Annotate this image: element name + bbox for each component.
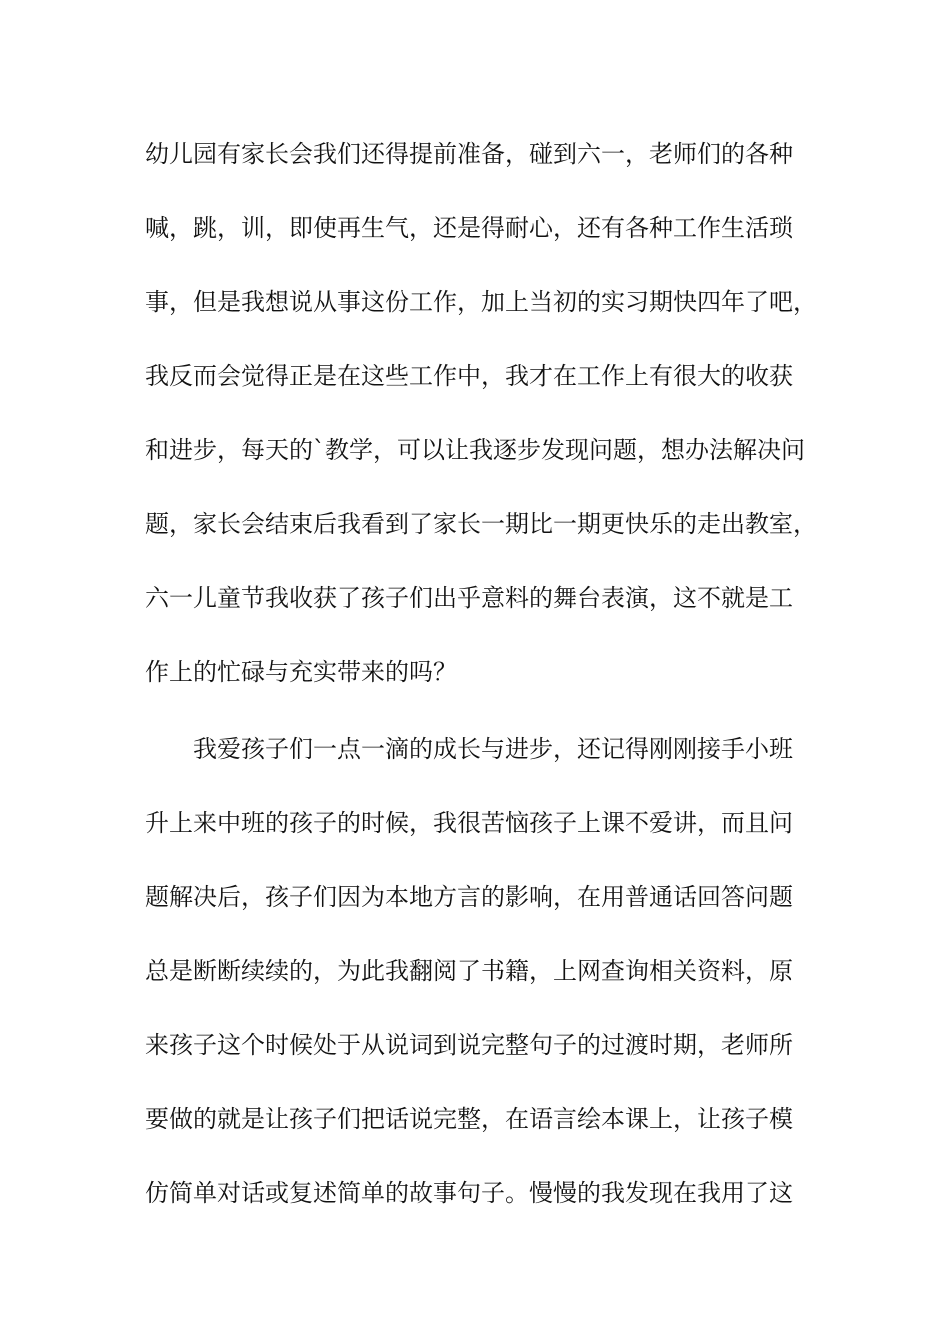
text-line: 题解决后，孩子们因为本地方言的影响，在用普通话回答问题: [145, 883, 793, 911]
text-line: 题，家长会结束后我看到了家长一期比一期更快乐的走出教室，: [145, 510, 817, 538]
text-line: 我爱孩子们一点一滴的成长与进步，还记得刚刚接手小班: [193, 735, 793, 763]
text-line: 要做的就是让孩子们把话说完整，在语言绘本课上，让孩子模: [145, 1105, 793, 1133]
text-line: 事，但是我想说从事这份工作，加上当初的实习期快四年了吧，: [145, 288, 817, 316]
text-line: 六一儿童节我收获了孩子们出乎意料的舞台表演，这不就是工: [145, 584, 793, 612]
text-line: 作上的忙碌与充实带来的吗？: [145, 658, 457, 686]
text-line: 升上来中班的孩子的时候，我很苦恼孩子上课不爱讲，而且问: [145, 809, 793, 837]
text-line: 我反而会觉得正是在这些工作中，我才在工作上有很大的收获: [145, 362, 793, 390]
text-line: 和进步，每天的`教学，可以让我逐步发现问题，想办法解决问: [145, 436, 805, 464]
text-line: 仿简单对话或复述简单的故事句子。慢慢的我发现在我用了这: [145, 1179, 793, 1207]
text-line: 来孩子这个时候处于从说词到说完整句子的过渡时期，老师所: [145, 1031, 793, 1059]
text-line: 总是断断续续的，为此我翻阅了书籍，上网查询相关资料，原: [145, 957, 793, 985]
text-line: 喊，跳，训，即使再生气，还是得耐心，还有各种工作生活琐: [145, 214, 793, 242]
text-line: 幼儿园有家长会我们还得提前准备，碰到六一，老师们的各种: [145, 140, 793, 168]
